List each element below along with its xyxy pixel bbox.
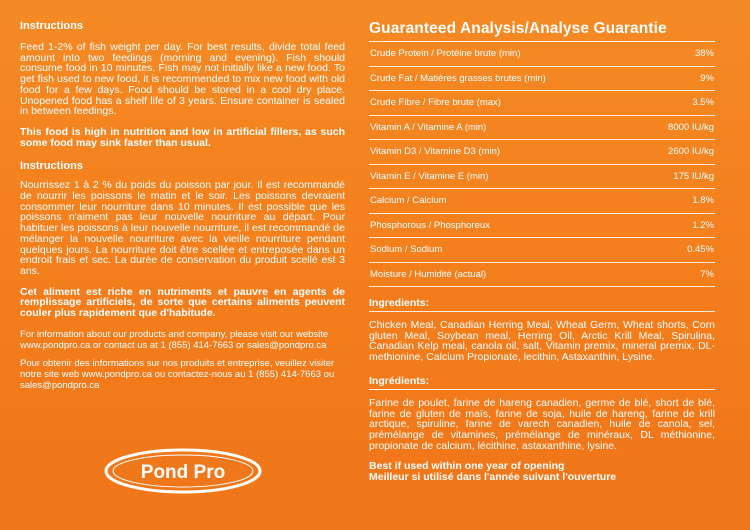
analysis-label: Sodium / Sodium (370, 244, 443, 256)
analysis-label: Crude Protein / Protéine brute (min) (370, 48, 521, 60)
ingredients-heading-en: Ingredients: (369, 297, 715, 312)
analysis-value: 7% (700, 268, 714, 280)
analysis-value: 38% (694, 48, 714, 60)
analysis-value: 0.45% (687, 244, 714, 256)
analysis-row (369, 189, 715, 214)
analysis-row (369, 91, 715, 116)
analysis-value: 8000 IU/kg (668, 121, 714, 133)
instructions-heading-fr: Instructions (20, 160, 83, 173)
instructions-body-fr: Nourrissez 1 à 2 % du poids du poisson par jour. Il est recommandé de nourrir les poissons le matin et le soir. Les poissons devraient consommer leur nourriture dans 10 minutes. Il est possible que les poissons n'aiment pas leur nouvelle nourriture au départ. Pour habituer les poissons à leur nouvelle nourriture, il est recommandé de mélanger la nouvelle nourriture avec la vieille nourriture pendant quelques jours. La nourriture doit être scellée et entreposée dans un endroit frais et sec. La durée de conservation du produit scellé est 3 ans. (20, 179, 345, 277)
analysis-row (369, 116, 715, 141)
analysis-label: Vitamin D3 / Vitamine D3 (min) (370, 146, 501, 158)
ingredients-list-fr: Farine de poulet, farine de hareng canadien, germe de blé, short de blé, farine de gluten de maïs, farine de soja, huile de hareng, farine de krill arctique, spiruline, farine de varech canadien, huile de canola, sel, prémélange de vitamines, prémélange de minéraux, DL méthionine, propionate de calcium, lécithine, astaxanthine, lysine. (369, 396, 715, 452)
analysis-value: 3.5% (692, 97, 714, 109)
nutrition-note-en: This food is high in nutrition and low in artificial fillers, as such some food may sink faster than usual. (20, 125, 345, 149)
analysis-value: 1.2% (692, 219, 714, 231)
instructions-body-en: Feed 1-2% of fish weight per day. For best results, divide total feed amount into two feedings (morning and evening). Fish should consume food in 10 minutes. Fish may not initially like a new food. To get fish used to new food, it is recommended to mix new food with old food for a few days. Food should be stored in a cool dry place. Unopened food has a shelf life of 3 years. Ensure container is sealed in between feedings. (20, 41, 345, 118)
contact-info-en: For information about our products and company, please visit our website www.pondpro.ca or contact us at 1 (855) 414-7663 or sales@pondpro.ca (20, 328, 329, 352)
analysis-row (369, 263, 715, 288)
instructions-heading-en: Instructions (20, 20, 83, 32)
analysis-value: 9% (700, 72, 714, 84)
analysis-row (369, 165, 715, 190)
guaranteed-analysis-title: Guaranteed Analysis/Analyse Guarantie (369, 20, 715, 42)
analysis-label: Crude Fibre / Fibre brute (max) (370, 97, 501, 109)
analysis-table (369, 42, 715, 287)
contact-info-fr: Pour obtenir des informations sur nos produits et entreprise, veuillez visiter notre site web www.pondpro.ca ou contactez-nous au 1 (855) 414-7663 ou sales@pondpro.ca (20, 357, 335, 392)
analysis-row (369, 214, 715, 239)
best-before-fr: Meilleur si utilisé dans l'année suivant l'ouverture (369, 471, 617, 484)
analysis-row (369, 140, 715, 165)
pond-pro-logo (103, 447, 263, 495)
analysis-value: 1.8% (692, 195, 714, 207)
best-before-en: Best if used within one year of opening (369, 460, 565, 473)
analysis-row (369, 42, 715, 67)
analysis-label: Vitamin E / Vitamine E (min) (370, 170, 489, 182)
instructions-column (20, 20, 345, 392)
analysis-label: Phosphorous / Phosphoreux (370, 219, 490, 231)
ingredients-list-en: Chicken Meal, Canadian Herring Meal, Wheat Germ, Wheat shorts, Corn gluten Meal, Soybean meal, Herring Oil, Arctic Krill Meal, Spirulina, Canadian Kelp meal, canola oil, salt, Vitamin premix, mineral premix, DL-methionine, Calcium Propionate, lecithin, Astaxanthin, Lysine. (369, 319, 715, 364)
analysis-row (369, 238, 715, 263)
analysis-label: Vitamin A / Vitamine A (min) (370, 121, 487, 133)
analysis-value: 2600 IU/kg (668, 146, 714, 158)
analysis-label: Moisture / Humidité (actual) (370, 268, 487, 280)
logo-text: Pond Pro (140, 462, 226, 483)
analysis-label: Calcium / Calcium (370, 195, 447, 207)
analysis-column (369, 20, 715, 483)
ingredients-heading-fr: Ingrédients: (369, 375, 715, 390)
analysis-row (369, 67, 715, 92)
analysis-label: Crude Fat / Matières grasses brutes (min) (370, 72, 546, 84)
analysis-value: 175 IU/kg (673, 170, 714, 182)
nutrition-note-fr: Cet aliment est riche en nutriments et pauvre en agents de remplissage artificiels, de sorte que certains aliments peuvent couler plus rapidement que d'habitude. (20, 285, 345, 320)
